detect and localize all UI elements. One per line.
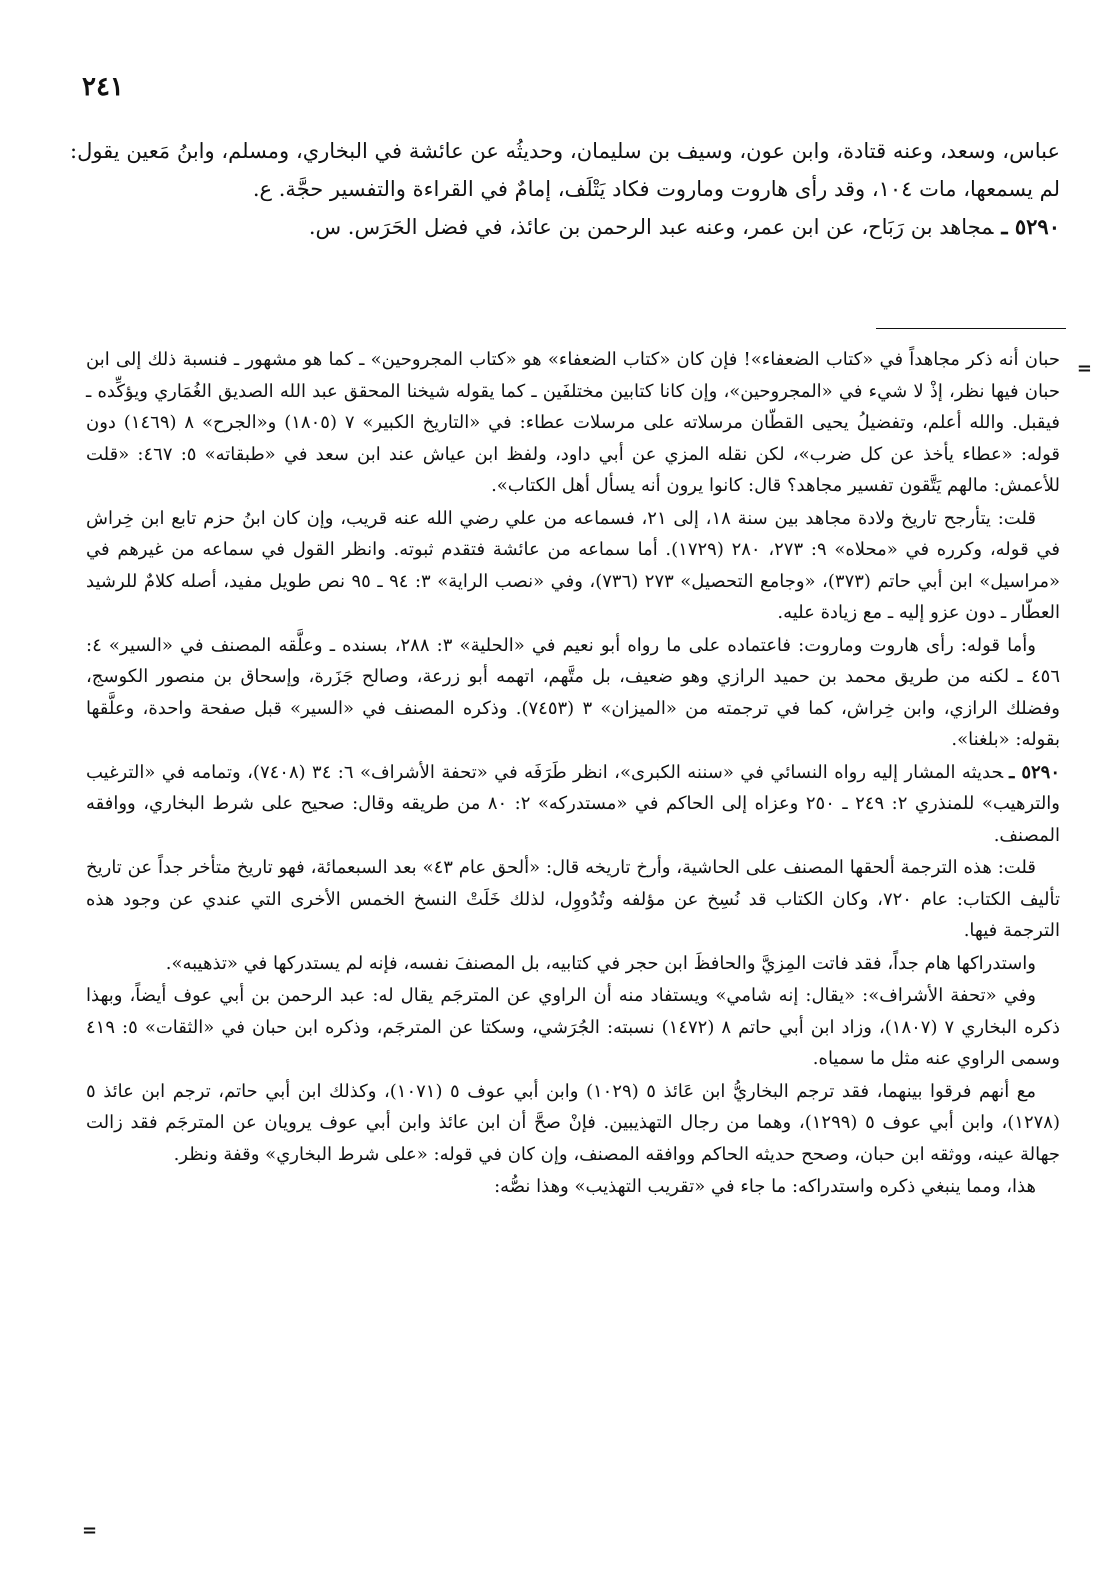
footnote-entry [86, 757, 1060, 852]
footnote-entry-text: حديثه المشار إليه رواه النسائي في «سننه الكبرى»، انظر طَرَفَه في «تحفة الأشراف» ٦: ٣٤ (٧٤٠٨)، وتمامه في «الترغيب والترهيب» للمنذري ٢: ٢٤٩ ـ ٢٥٠ وعزاه إلى الحاكم في «مستدركه» ٢: ٨٠ من طريقه وقال: صحيح على شرط البخاري، ووافقه المصنف. [86, 761, 1061, 846]
entry-text: مجاهد بن رَبَاح، عن ابن عمر، وعنه عبد الرحمن بن عائذ، في فضل الحَرَس. س. [308, 215, 994, 239]
footnote-paragraph: وأما قوله: رأى هاروت وماروت: فاعتماده على ما رواه أبو نعيم في «الحلية» ٣: ٢٨٨، بسنده ـ وعلَّقه المصنف في «السير» ٤: ٤٥٦ ـ لكنه من طريق محمد بن حميد الرازي وهو ضعيف، بل متَّهم، اتهمه أبو زرعة، وصالح جَزَرة، وإسحاق بن منصور الكوسج، وفضلك الرازي، وابن خِراش، كما في ترجمته من «الميزان» ٣ (٧٤٥٣). وذكره المصنف في «السير» قبل صفحة واحدة، وعلَّقها بقوله: «بلغنا». [86, 634, 1060, 750]
footnote-paragraph: قلت: هذه الترجمة ألحقها المصنف على الحاشية، وأرخ تاريخه قال: «ألحق عام ٤٣» بعد السبعمائة، فهو تاريخ متأخر جداً عن تاريخ تأليف الكتاب: عام ٧٢٠، وكان الكتاب قد نُسِخ عن مؤلفه وتُدُووِل، لذلك خَلَتْ النسخ الخمس الأخرى التي عندي عن وجود هذه الترجمة فيها. [86, 857, 1060, 941]
footnote-paragraph: واستدراكها هام جداً، فقد فاتت المِزيَّ والحافظَ ابن حجر في كتابيه، بل المصنفَ نفسه، فإنه لم يستدركها في «تذهيبه». [165, 952, 1036, 974]
main-text [70, 132, 1060, 246]
footnote-paragraph: قلت: يتأرجح تاريخ ولادة مجاهد بين سنة ١٨، إلى ٢١، فسماعه من علي رضي الله عنه قريب، وإن كان ابنُ حزم تابع ابن خِراش في قوله، وكرره في «محلاه» ٩: ٢٧٣، ٢٨٠ (١٧٢٩). أما سماعه من عائشة فتقدم ثبوته. وانظر القول في سماعه من غيرهم في «مراسيل» ابن أبي حاتم (٣٧٣)، «وجامع التحصيل» ٢٧٣ (٧٣٦)، وفي «نصب الراية» ٣: ٩٤ ـ ٩٥ نص طويل مفيد، أصله كلامٌ للرشيد العطّار ـ دون عزو إليه ـ مع زيادة عليه. [86, 507, 1061, 623]
footnote-paragraph: مع أنهم فرقوا بينهما، فقد ترجم البخاريُّ ابن عَائذ ٥ (١٠٢٩) وابن أبي عوف ٥ (١٠٧١)، وكذلك ابن أبي حاتم، ترجم ابن عائذ ٥ (١٢٧٨)، وابن أبي عوف ٥ (١٢٩٩)، وهما من رجال التهذيبين. فإنْ صحَّ أن ابن عائذ وابن أبي عوف يرويان عن المترجَم فقد زالت جهالة عينه، ووثقه ابن حبان، وصحح حديثه الحاكم ووافقه المصنف، وإن كان في قوله: «على شرط البخاري» وقفة ونظر. [86, 1080, 1060, 1165]
main-paragraph: عباس، وسعد، وعنه قتادة، وابن عون، وسيف بن سليمان، وحديثُه عن عائشة في البخاري، ومسلم، وابنُ مَعين يقول: لم يسمعها، مات ١٠٤، وقد رأى هاروت وماروت فكاد يَتْلَف، إمامٌ في القراءة والتفسير حجَّة. ع. [70, 139, 1060, 201]
footnotes [86, 344, 1060, 1204]
footnote-entry-number: ٥٢٩٠ ـ [1009, 761, 1060, 783]
footnote-paragraph: حبان أنه ذكر مجاهداً في «كتاب الضعفاء»! فإن كان «كتاب الضعفاء» هو «كتاب المجروحين» ـ كما هو مشهور ـ فنسبة ذلك إلى ابن حبان فيها نظر، إذْ لا شيء في «المجروحين»، وإن كانا كتابين مختلفَين ـ كما يقوله شيخنا المحقق عبد الله الصديق الغُمَاري ويؤكِّده ـ فيقبل. والله أعلم، وتفضيلُ يحيى القطّان مرسلاته على مرسلات عطاء: في «التاريخ الكبير» ٧ (١٨٠٥) و«الجرح» ٨ (١٤٦٩) دون قوله: «عطاء يأخذ عن كل ضرب»، لكن نقله المزي عن أبي داود، ولفظ ابن عياش عند ابن سعد في «طبقاته» ٥: ٤٦٧: «قلت للأعمش: مالهم يَتَّقون تفسير مجاهد؟ قال: كانوا يرون أنه يسأل أهل الكتاب». [86, 349, 1060, 496]
footnote-continuation-mark: = [1076, 358, 1092, 379]
footnote-paragraph: هذا، ومما ينبغي ذكره واستدراكه: ما جاء في «تقريب التهذيب» وهذا نصُّه: [494, 1176, 1036, 1197]
footnote-paragraph: وفي «تحفة الأشراف»: «يقال: إنه شامي» ويستفاد منه أن الراوي عن المترجَم يقال له: عبد الرحمن بن أبي عوف أيضاً، وبهذا ذكره البخاري ٧ (١٨٠٧)، وزاد ابن أبي حاتم ٨ (١٤٧٢) نسبته: الجُرَشي، وسكتا عن المترجَم، وذكره ابن حبان في «الثقات» ٥: ٤١٩ وسمى الراوي عنه مثل ما سمياه. [86, 985, 1061, 1069]
footnote-separator [876, 328, 1066, 329]
entry-number: ٥٢٩٠ ـ [1001, 214, 1060, 239]
bottom-continuation-mark: = [82, 1520, 98, 1541]
page-number: ٢٤١ [82, 72, 124, 102]
main-entry [70, 208, 1060, 246]
